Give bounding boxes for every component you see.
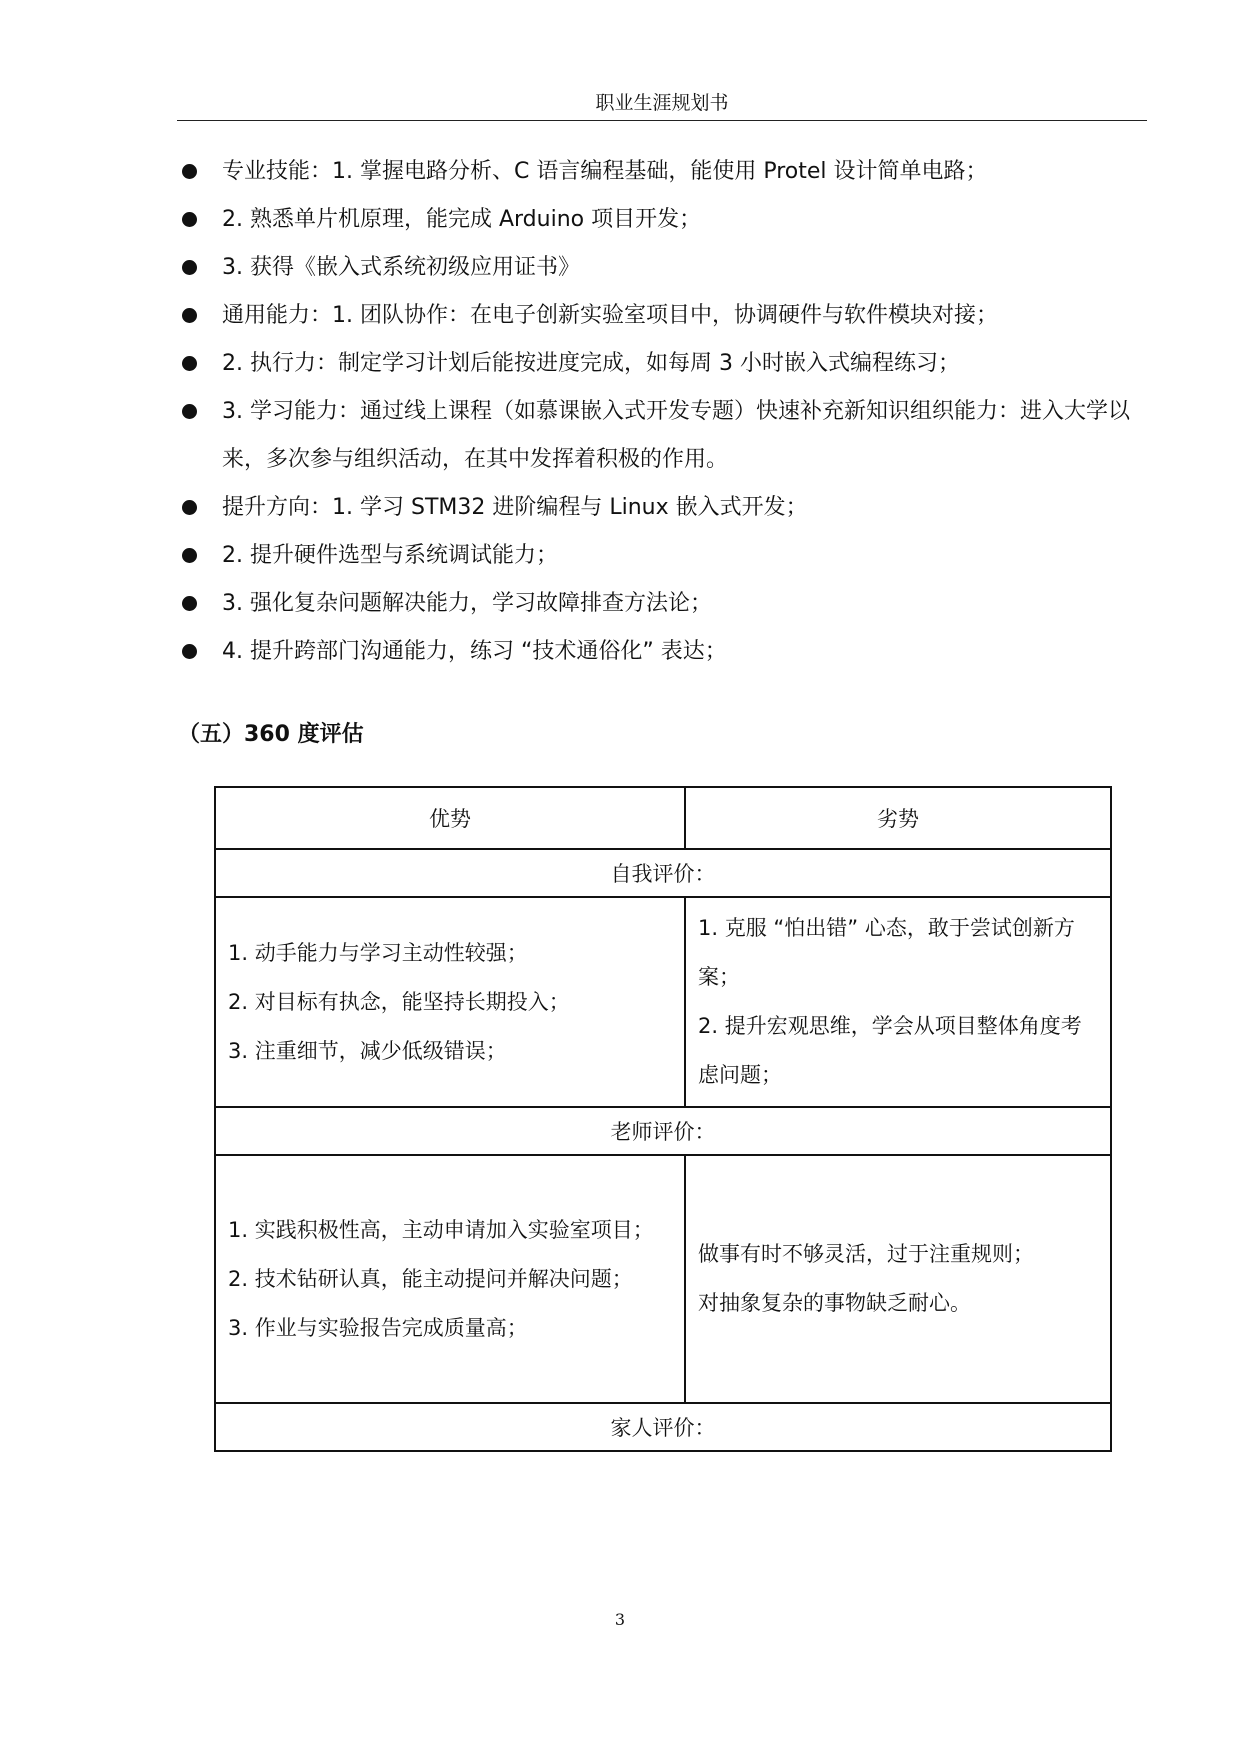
family-evaluation-label: 家人评价： <box>215 1403 1111 1451</box>
list-item-text: 3. 获得《嵌入式系统初级应用证书》 <box>222 255 580 280</box>
list-item <box>180 532 1160 580</box>
list-item-text: 专业技能：1. 掌握电路分析、C 语言编程基础，能使用 Protel 设计简单电路； <box>222 159 988 184</box>
self-strength-item: 1. 动手能力与学习主动性较强； <box>228 940 528 965</box>
bullet-dot-icon <box>182 356 197 371</box>
list-item <box>180 484 1160 532</box>
list-item-text: 4. 提升跨部门沟通能力，练习 “技术通俗化” 表达； <box>222 639 727 664</box>
list-item-text: 2. 提升硬件选型与系统调试能力； <box>222 543 558 568</box>
bullet-dot-icon <box>182 548 197 563</box>
bullet-dot-icon <box>182 260 197 275</box>
list-item <box>180 292 1160 340</box>
page-header: 职业生涯规划书 <box>177 86 1147 121</box>
teacher-strengths-cell <box>215 1155 685 1403</box>
list-item-text: 3. 强化复杂问题解决能力，学习故障排查方法论； <box>222 591 712 616</box>
strengths-header: 优势 <box>215 787 685 849</box>
list-item-text: 2. 执行力：制定学习计划后能按进度完成，如每周 3 小时嵌入式编程练习； <box>222 351 960 376</box>
list-item <box>180 340 1160 388</box>
list-item <box>180 388 1160 484</box>
evaluation-table <box>214 786 1112 1452</box>
teacher-weakness-item: 对抽象复杂的事物缺乏耐心。 <box>698 1291 971 1315</box>
teacher-weaknesses-cell <box>685 1155 1111 1403</box>
list-item <box>180 580 1160 628</box>
list-item <box>180 244 1160 292</box>
list-item-text: 2. 熟悉单片机原理，能完成 Arduino 项目开发； <box>222 207 702 232</box>
self-weakness-item: 1. 克服 “怕出错” 心态，敢于尝试创新方案； <box>698 916 1075 989</box>
self-weaknesses-cell <box>685 897 1111 1107</box>
bullet-dot-icon <box>182 212 197 227</box>
list-item-text: 通用能力：1. 团队协作：在电子创新实验室项目中，协调硬件与软件模块对接； <box>222 303 998 328</box>
skills-bullet-list <box>180 148 1160 676</box>
list-item-text: 3. 学习能力：通过线上课程（如慕课嵌入式开发专题）快速补充新知识组织能力：进入大学以来，多次参与组织活动，在其中发挥着积极的作用。 <box>222 399 1130 472</box>
bullet-dot-icon <box>182 308 197 323</box>
list-item <box>180 628 1160 676</box>
list-item <box>180 196 1160 244</box>
teacher-strength-item: 2. 技术钻研认真，能主动提问并解决问题； <box>228 1266 633 1291</box>
teacher-strength-item: 1. 实践积极性高，主动申请加入实验室项目； <box>228 1217 654 1242</box>
table-header-row <box>215 787 1111 849</box>
teacher-evaluation-label: 老师评价： <box>215 1107 1111 1155</box>
table-row <box>215 1155 1111 1403</box>
teacher-weakness-item: 做事有时不够灵活，过于注重规则； <box>698 1242 1034 1266</box>
bullet-dot-icon <box>182 500 197 515</box>
table-row <box>215 897 1111 1107</box>
bullet-dot-icon <box>182 644 197 659</box>
weaknesses-header: 劣势 <box>685 787 1111 849</box>
list-item-text: 提升方向：1. 学习 STM32 进阶编程与 Linux 嵌入式开发； <box>222 495 808 520</box>
teacher-strength-item: 3. 作业与实验报告完成质量高； <box>228 1315 528 1340</box>
bullet-dot-icon <box>182 164 197 179</box>
self-strength-item: 3. 注重细节，减少低级错误； <box>228 1038 507 1063</box>
self-strength-item: 2. 对目标有执念，能坚持长期投入； <box>228 989 570 1014</box>
page-number: 3 <box>614 1610 626 1629</box>
bullet-dot-icon <box>182 404 197 419</box>
self-weakness-item: 2. 提升宏观思维，学会从项目整体角度考虑问题； <box>698 1014 1082 1087</box>
list-item <box>180 148 1160 196</box>
section-heading: （五）360 度评估 <box>178 722 364 747</box>
table-row <box>215 1107 1111 1155</box>
table-row <box>215 849 1111 897</box>
table-row <box>215 1403 1111 1451</box>
self-strengths-cell <box>215 897 685 1107</box>
bullet-dot-icon <box>182 596 197 611</box>
self-evaluation-label: 自我评价： <box>215 849 1111 897</box>
